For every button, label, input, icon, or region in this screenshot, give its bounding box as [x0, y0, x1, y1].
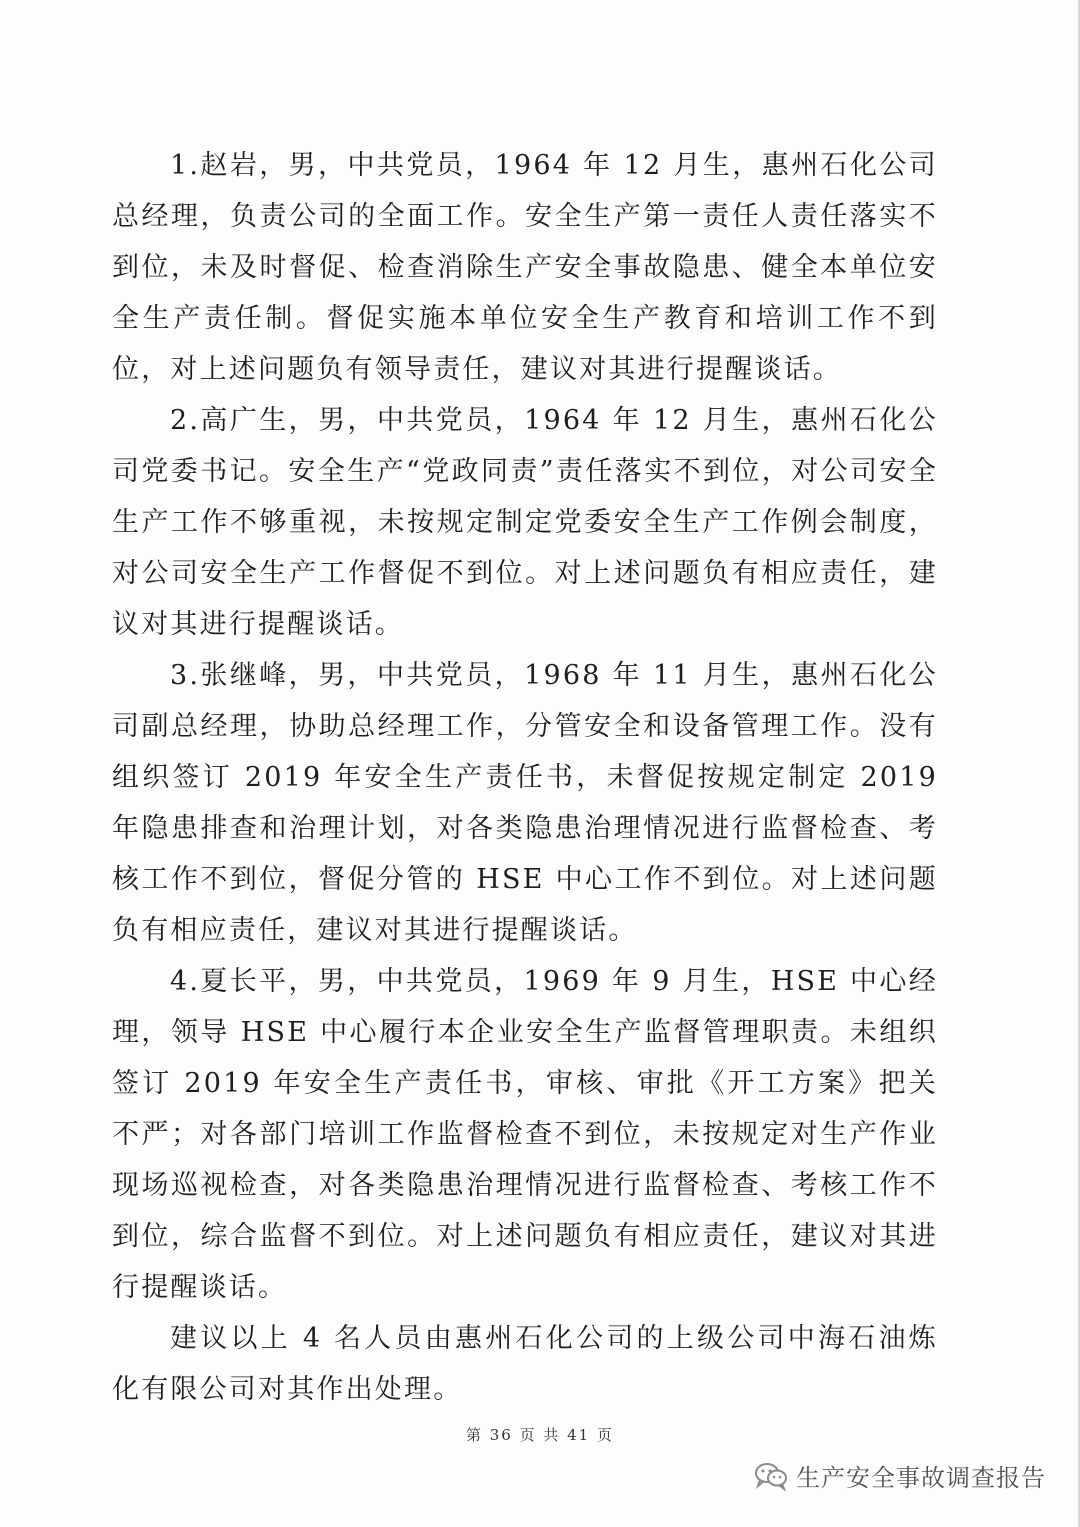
paragraph-gao-guangsheng: 2.高广生，男，中共党员，1964 年 12 月生，惠州石化公司党委书记。安全生产“党政同责”责任落实不到位，对公司安全生产工作不够重视，未按规定制定党委安全生产工作例会制度，对公司安全生产工作督促不到位。对上述问题负有相应责任，建议对其进行提醒谈话。 — [112, 405, 938, 640]
page-number: 第 36 页 共 41 页 — [465, 1426, 614, 1444]
wechat-watermark — [754, 1458, 1046, 1493]
paragraph-recommendation: 建议以上 4 名人员由惠州石化公司的上级公司中海石油炼化有限公司对其作出处理。 — [112, 1323, 938, 1405]
watermark-text: 生产安全事故调查报告 — [796, 1464, 1046, 1492]
paragraph-zhang-jifeng: 3.张继峰，男，中共党员，1968 年 11 月生，惠州石化公司副总经理，协助总经理工作，分管安全和设备管理工作。没有组织签订 2019 年安全生产责任书，未督促按规定制定 2019 年隐患排查和治理计划，对各类隐患治理情况进行监督检查、考核工作不到位，督促分管的 HSE 中心工作不到位。对上述问题负有相应责任，建议对其进行提醒谈话。 — [112, 660, 938, 946]
document-body — [112, 140, 938, 1415]
wechat-icon — [754, 1461, 788, 1491]
paragraph-zhao-yan: 1.赵岩，男，中共党员，1964 年 12 月生，惠州石化公司总经理，负责公司的全面工作。安全生产第一责任人责任落实不到位，未及时督促、检查消除生产安全事故隐患、健全本单位安全生产责任制。督促实施本单位安全生产教育和培训工作不到位，对上述问题负有领导责任，建议对其进行提醒谈话。 — [112, 150, 938, 385]
paragraph-xia-changping: 4.夏长平，男，中共党员，1969 年 9 月生，HSE 中心经理，领导 HSE 中心履行本企业安全生产监督管理职责。未组织签订 2019 年安全生产责任书，审核、审批《开工方案》把关不严；对各部门培训工作监督检查不到位，未按规定对生产作业现场巡视检查，对各类隐患治理情况进行监督检查、考核工作不到位，综合监督不到位。对上述问题负有相应责任，建议对其进行提醒谈话。 — [112, 966, 938, 1303]
